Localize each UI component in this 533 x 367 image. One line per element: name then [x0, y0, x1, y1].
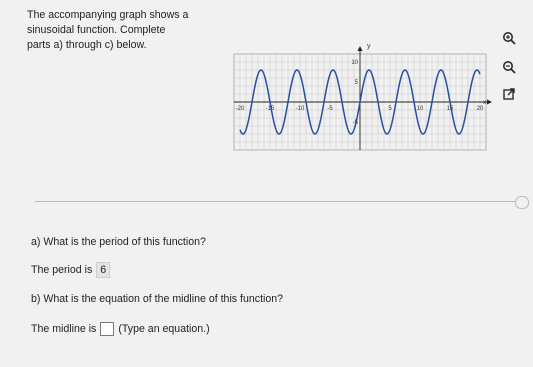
prompt-line: parts a) through c) below. — [27, 39, 147, 51]
midline-answer-input[interactable] — [100, 322, 114, 336]
part-a-prefix: The period is — [31, 264, 93, 276]
graph-axes — [234, 46, 492, 150]
prompt-line: The accompanying graph shows a — [27, 9, 189, 21]
x-tick-label: -20 — [235, 106, 245, 112]
y-tick-label: 5 — [354, 80, 358, 86]
x-tick-label: -15 — [265, 106, 275, 112]
y-axis-label: y — [367, 43, 371, 50]
zoom-out-button[interactable] — [499, 57, 519, 77]
part-b-question: b) What is the equation of the midline of this function? — [31, 293, 284, 305]
y-tick-label: 10 — [351, 60, 358, 66]
part-a-answer-row — [31, 262, 110, 278]
x-tick-label: -5 — [327, 106, 333, 112]
zoom-in-button[interactable] — [499, 28, 519, 48]
prompt-line: sinusoidal function. Complete — [27, 24, 166, 36]
x-tick-label: 5 — [388, 106, 392, 112]
part-b-hint: (Type an equation.) — [118, 323, 210, 335]
period-answer-field[interactable]: 6 — [96, 262, 110, 278]
section-divider — [35, 201, 515, 202]
x-tick-label: -10 — [295, 106, 305, 112]
y-tick-label: -5 — [352, 120, 358, 126]
x-tick-label: 20 — [476, 106, 484, 112]
zoom-out-icon — [502, 60, 516, 74]
x-axis-label: x — [483, 100, 486, 106]
zoom-in-icon — [502, 31, 516, 45]
external-link-icon — [502, 87, 516, 101]
x-axis-arrow — [487, 100, 492, 105]
x-tick-label: 15 — [446, 106, 454, 112]
part-b-prefix: The midline is — [31, 323, 97, 335]
sinusoid-graph — [228, 40, 492, 160]
problem-prompt — [27, 8, 227, 53]
external-link-button[interactable] — [499, 84, 519, 104]
y-axis-arrow — [358, 46, 363, 51]
x-tick-label: 10 — [416, 106, 424, 112]
part-a-question: a) What is the period of this function? — [31, 236, 206, 248]
part-b-answer-row — [31, 322, 210, 336]
collapse-handle[interactable] — [515, 196, 529, 209]
